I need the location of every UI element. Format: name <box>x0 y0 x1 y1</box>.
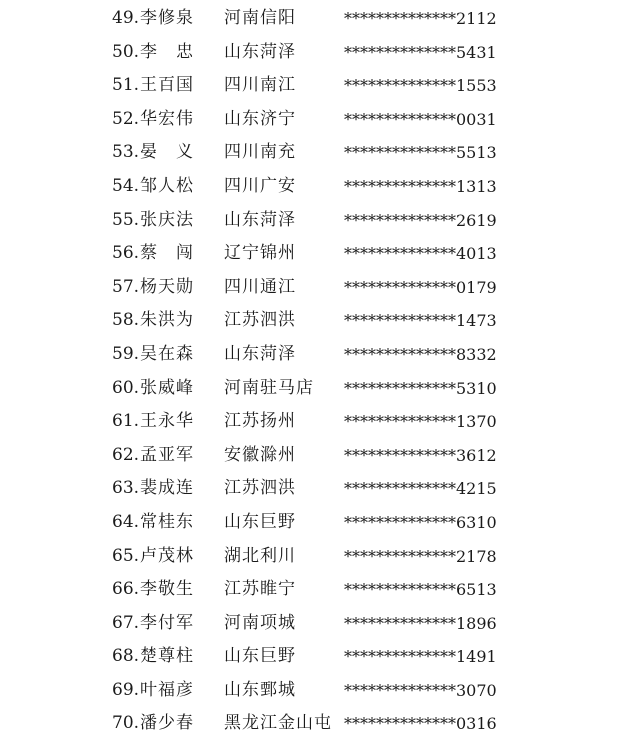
row-number: 62. <box>112 444 140 465</box>
list-item <box>0 674 640 708</box>
row-number: 58. <box>112 310 140 331</box>
row-number: 56. <box>112 243 140 264</box>
hometown: 四川通江 <box>224 276 296 297</box>
person-name: 朱洪为 <box>140 310 194 331</box>
hometown: 山东菏泽 <box>224 41 296 62</box>
masked-id-number: **************2178 <box>344 546 497 566</box>
list-item <box>0 271 640 305</box>
list-item <box>0 170 640 204</box>
masked-id-number: **************8332 <box>344 344 497 364</box>
person-name: 邹人松 <box>140 175 194 196</box>
list-item <box>0 69 640 103</box>
masked-id-number: **************0316 <box>344 714 497 734</box>
list-item <box>0 472 640 506</box>
masked-id-number: **************5513 <box>344 143 497 163</box>
person-name: 李敬生 <box>140 579 194 600</box>
hometown: 山东菏泽 <box>224 209 296 230</box>
person-name: 晏 义 <box>140 142 194 163</box>
masked-id-number: **************1370 <box>344 412 497 432</box>
person-name: 华宏伟 <box>140 108 194 129</box>
person-name: 卢茂林 <box>140 545 194 566</box>
row-number: 51. <box>112 75 140 96</box>
row-number: 64. <box>112 511 140 532</box>
list-item <box>0 607 640 641</box>
row-number: 55. <box>112 209 140 230</box>
list-item <box>0 372 640 406</box>
masked-id-number: **************3612 <box>344 445 497 465</box>
masked-id-number: **************5310 <box>344 378 497 398</box>
hometown: 江苏扬州 <box>224 411 296 432</box>
hometown: 安徽滁州 <box>224 444 296 465</box>
list-item <box>0 506 640 540</box>
list-item <box>0 103 640 137</box>
row-number: 54. <box>112 175 140 196</box>
hometown: 江苏睢宁 <box>224 579 296 600</box>
hometown: 山东济宁 <box>224 108 296 129</box>
row-number: 49. <box>112 8 140 28</box>
hometown: 山东巨野 <box>224 646 296 667</box>
hometown: 江苏泗洪 <box>224 478 296 499</box>
name-list <box>0 2 640 741</box>
hometown: 辽宁锦州 <box>224 243 296 264</box>
person-name: 蔡 闯 <box>140 243 194 264</box>
masked-id-number: **************1473 <box>344 311 497 331</box>
list-item <box>0 204 640 238</box>
masked-id-number: **************1491 <box>344 647 497 667</box>
masked-id-number: **************5431 <box>344 42 497 62</box>
list-item <box>0 540 640 574</box>
person-name: 孟亚军 <box>140 444 194 465</box>
list-item <box>0 439 640 473</box>
list-item <box>0 304 640 338</box>
row-number: 61. <box>112 411 140 432</box>
hometown: 河南信阳 <box>224 8 296 28</box>
row-number: 63. <box>112 478 140 499</box>
list-item <box>0 136 640 170</box>
hometown: 四川广安 <box>224 175 296 196</box>
masked-id-number: **************1896 <box>344 613 497 633</box>
person-name: 潘少春 <box>140 713 194 734</box>
list-item <box>0 640 640 674</box>
masked-id-number: **************2112 <box>344 9 497 28</box>
masked-id-number: **************2619 <box>344 210 497 230</box>
person-name: 楚尊柱 <box>140 646 194 667</box>
row-number: 53. <box>112 142 140 163</box>
person-name: 王永华 <box>140 411 194 432</box>
person-name: 常桂东 <box>140 511 194 532</box>
person-name: 叶福彦 <box>140 679 194 700</box>
hometown: 黑龙江金山屯 <box>224 713 332 734</box>
row-number: 57. <box>112 276 140 297</box>
hometown: 山东巨野 <box>224 511 296 532</box>
row-number: 50. <box>112 41 140 62</box>
row-number: 69. <box>112 679 140 700</box>
row-number: 66. <box>112 579 140 600</box>
row-number: 65. <box>112 545 140 566</box>
list-item <box>0 707 640 741</box>
row-number: 67. <box>112 612 140 633</box>
row-number: 60. <box>112 377 140 398</box>
list-item <box>0 2 640 36</box>
hometown: 四川南充 <box>224 142 296 163</box>
row-number: 52. <box>112 108 140 129</box>
masked-id-number: **************3070 <box>344 680 497 700</box>
list-item <box>0 338 640 372</box>
masked-id-number: **************0031 <box>344 109 497 129</box>
masked-id-number: **************4215 <box>344 479 497 499</box>
person-name: 裴成连 <box>140 478 194 499</box>
row-number: 68. <box>112 646 140 667</box>
hometown: 河南项城 <box>224 612 296 633</box>
row-number: 70. <box>112 713 140 734</box>
person-name: 李付军 <box>140 612 194 633</box>
person-name: 李修泉 <box>140 8 194 28</box>
person-name: 张庆法 <box>140 209 194 230</box>
masked-id-number: **************1313 <box>344 176 497 196</box>
hometown: 湖北利川 <box>224 545 296 566</box>
masked-id-number: **************1553 <box>344 76 497 96</box>
person-name: 李 忠 <box>140 41 194 62</box>
masked-id-number: **************4013 <box>344 244 497 264</box>
person-name: 杨天勋 <box>140 276 194 297</box>
list-item <box>0 573 640 607</box>
masked-id-number: **************6513 <box>344 580 497 600</box>
masked-id-number: **************0179 <box>344 277 497 297</box>
hometown: 山东菏泽 <box>224 343 296 364</box>
list-item <box>0 237 640 271</box>
list-item <box>0 405 640 439</box>
list-item <box>0 36 640 70</box>
masked-id-number: **************6310 <box>344 512 497 532</box>
hometown: 山东鄄城 <box>224 679 296 700</box>
hometown: 四川南江 <box>224 75 296 96</box>
person-name: 吴在森 <box>140 343 194 364</box>
person-name: 王百国 <box>140 75 194 96</box>
hometown: 江苏泗洪 <box>224 310 296 331</box>
hometown: 河南驻马店 <box>224 377 314 398</box>
row-number: 59. <box>112 343 140 364</box>
person-name: 张威峰 <box>140 377 194 398</box>
